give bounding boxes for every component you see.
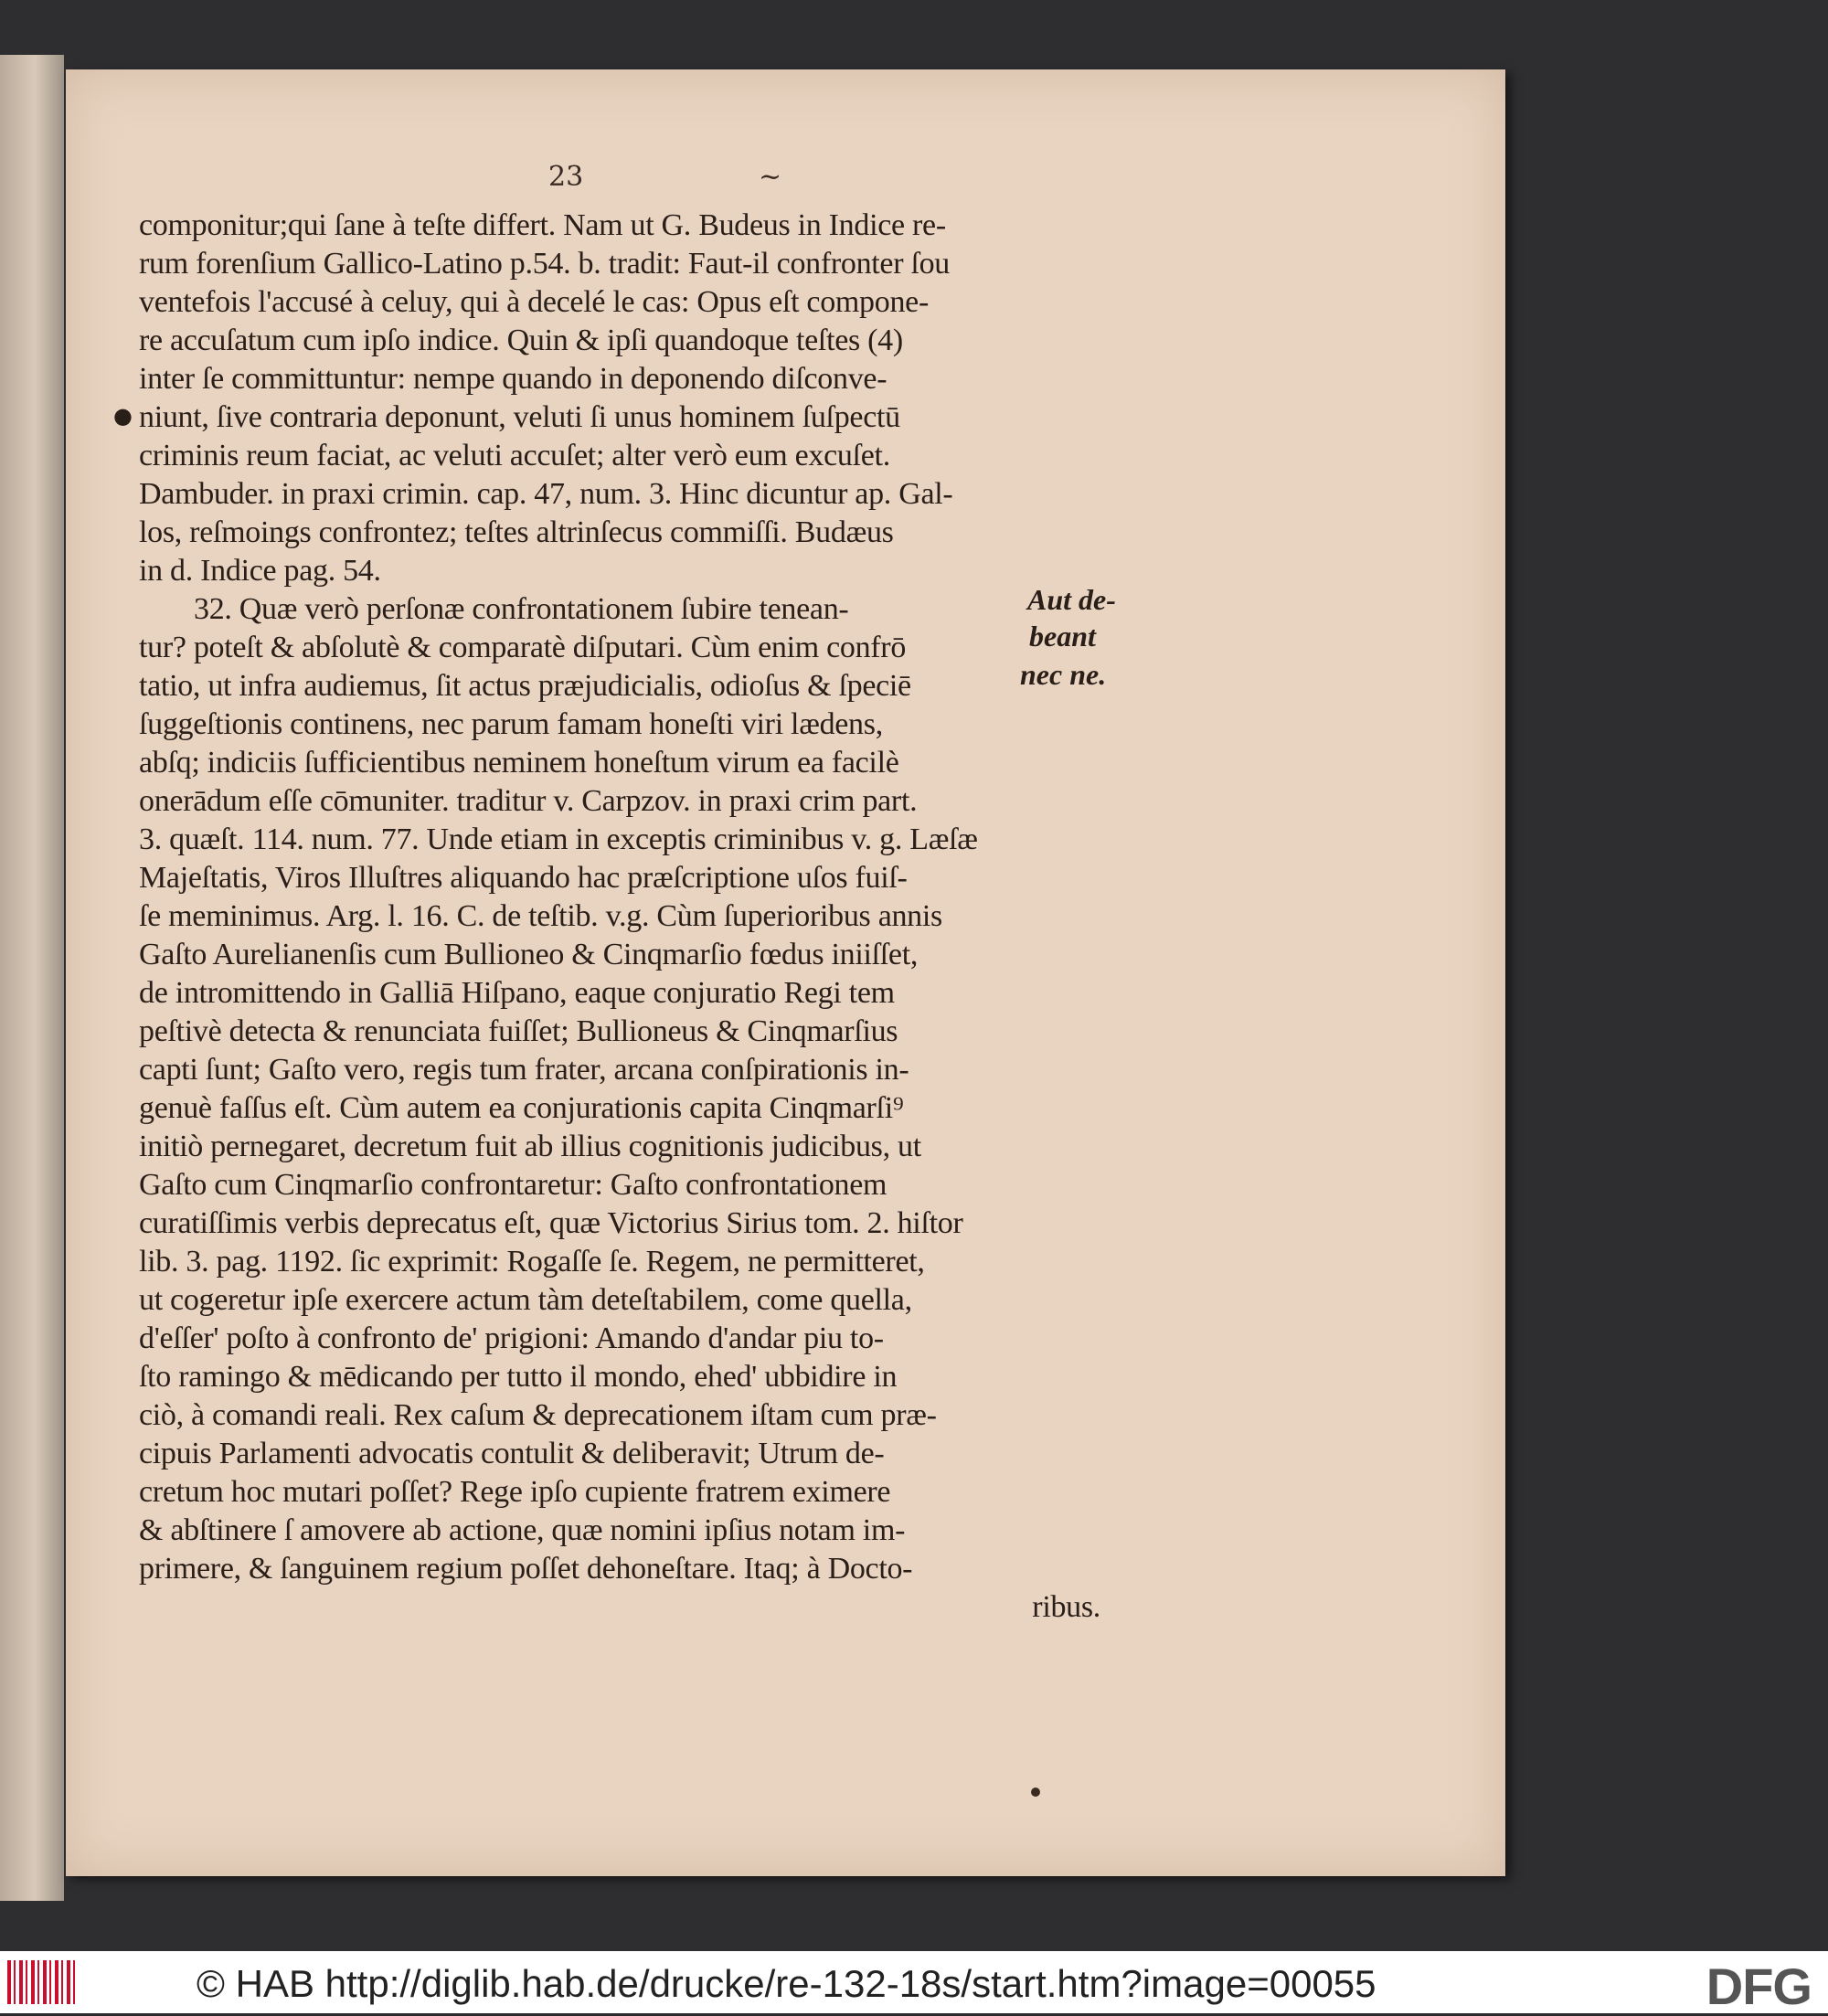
text-line: 32. Quæ verò perſonæ confrontationem ſubire tenean- xyxy=(194,592,849,626)
text-line: initiò pernegaret, decretum fuit ab illius cognitionis judicibus, ut xyxy=(139,1130,921,1163)
text-line: primere, & ſanguinem regium poſſet dehoneſtare. Itaq; à Docto- xyxy=(139,1552,913,1586)
margin-note-line: Aut de- xyxy=(1027,583,1116,616)
text-line: abſq; indiciis ſufficientibus neminem honeſtum virum ea facilè xyxy=(139,746,899,780)
text-line: lib. 3. pag. 1192. ſic exprimit: Rogaſſe ſe. Regem, ne permitteret, xyxy=(139,1245,925,1279)
text-line: curatiſſimis verbis deprecatus eſt, quæ Victorius Sirius tom. 2. hiſtor xyxy=(139,1206,963,1240)
text-line: Gaſto cum Cinqmarſio confrontaretur: Gaſto confrontationem xyxy=(139,1168,887,1202)
text-line: los, reſmoings confrontez; teſtes altrinſecus commiſſi. Budæus xyxy=(139,515,894,549)
text-line: componitur;qui ſane à teſte differt. Nam ut G. Budeus in Indice re- xyxy=(139,208,946,242)
text-line: criminis reum faciat, ac veluti accuſet; alter verò eum excuſet. xyxy=(139,439,890,472)
text-line: d'eſſer' poſto à confronto de' prigioni: Amando d'andar piu to- xyxy=(139,1321,884,1355)
text-line: capti ſunt; Gaſto vero, regis tum frater, arcana conſpirationis in- xyxy=(139,1053,909,1087)
text-line: tatio, ut infra audiemus, ſit actus præjudicialis, odioſus & ſpeciē xyxy=(139,669,911,703)
margin-bullet-icon: ● xyxy=(113,403,133,429)
text-line: ut cogeretur ipſe exercere actum tàm deteſtabilem, come quella, xyxy=(139,1283,912,1317)
margin-note-line: nec ne. xyxy=(1020,658,1107,691)
text-line: re accuſatum cum ipſo indice. Quin & ipſi quandoque teſtes (4) xyxy=(139,324,903,357)
text-line: in d. Indice pag. 54. xyxy=(139,554,381,588)
text-line: rum forenſium Gallico-Latino p.54. b. tradit: Faut-il confronter ſou xyxy=(139,247,950,281)
text-line: cipuis Parlamenti advocatis contulit & deliberavit; Utrum de- xyxy=(139,1437,885,1470)
text-line: ſe meminimus. Arg. l. 16. C. de teſtib. v.g. Cùm ſuperioribus annis xyxy=(139,899,942,933)
text-line: ſto ramingo & mēdicando per tutto il mondo, ehed' ubbidire in xyxy=(139,1360,898,1394)
text-line: Majeſtatis, Viros Illuſtres aliquando hac præſcriptione uſos fuiſ- xyxy=(139,861,908,895)
text-line: Dambuder. in praxi crimin. cap. 47, num. 3. Hinc dicuntur ap. Gal- xyxy=(139,477,953,511)
text-line: tur? poteſt & abſolutè & comparatè diſputari. Cùm enim confrō xyxy=(139,631,907,664)
footer-bar xyxy=(0,1951,1828,2013)
left-page-edge xyxy=(0,55,64,1901)
barcode-icon xyxy=(7,1960,79,2004)
text-line: 3. quæſt. 114. num. 77. Unde etiam in exceptis criminibus v. g. Læſæ xyxy=(139,822,978,856)
text-line: ciò, à comandi reali. Rex caſum & deprecationem iſtam cum præ- xyxy=(139,1398,937,1432)
footer-copyright-url[interactable]: © HAB http://diglib.hab.de/drucke/re-132-18s/start.htm?image=00055 xyxy=(197,1962,1376,2005)
text-line: de intromittendo in Galliā Hiſpano, eaque conjuratio Regi tem xyxy=(139,976,895,1010)
text-line: niunt, ſive contraria deponunt, veluti ſi unus hominem ſuſpectū xyxy=(139,400,900,434)
left-page-marks xyxy=(4,457,26,1736)
text-line: peſtivè detecta & renunciata fuiſſet; Bullioneus & Cinqmarſius xyxy=(139,1014,898,1048)
margin-note-line: beant xyxy=(1029,620,1096,653)
text-line: inter ſe committuntur: nempe quando in deponendo diſconve- xyxy=(139,362,887,396)
body-text xyxy=(139,207,1108,1627)
page-number: 23 xyxy=(548,161,584,193)
page-corner-mark: ~ xyxy=(759,161,782,193)
text-line: genuè faſſus eſt. Cùm autem ea conjurationis capita Cinqmarſi⁹ xyxy=(139,1091,904,1125)
text-line: & abſtinere ſ amovere ab actione, quæ nomini ipſius notam im- xyxy=(139,1513,906,1547)
text-line: cretum hoc mutari poſſet? Rege ipſo cupiente fratrem eximere xyxy=(139,1475,891,1509)
text-line: Gaſto Aurelianenſis cum Bullioneo & Cinqmarſio fœdus iniiſſet, xyxy=(139,938,919,971)
text-line: ribus. xyxy=(1032,1590,1100,1624)
page-dot xyxy=(1031,1788,1040,1797)
document-page xyxy=(66,69,1505,1876)
text-line: ſuggeſtionis continens, nec parum famam honeſti viri lædens, xyxy=(139,707,883,741)
dfg-logo: DFG xyxy=(1706,1958,1812,2015)
text-line: ventefois l'accusé à celuy, qui à decelé le cas: Opus eſt compone- xyxy=(139,285,929,319)
text-line: onerādum eſſe cōmuniter. traditur v. Carpzov. in praxi crim part. xyxy=(139,784,918,818)
